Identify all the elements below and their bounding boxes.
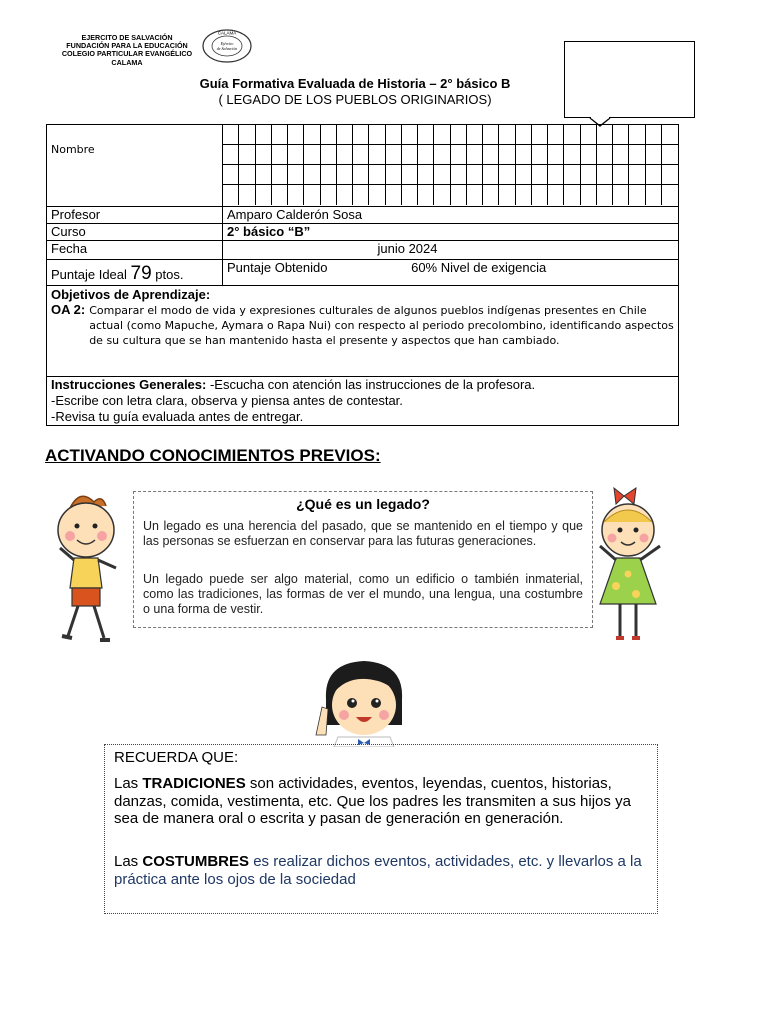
name-grid-cell[interactable]: [581, 125, 597, 145]
instr-title: Instrucciones Generales:: [51, 377, 207, 392]
name-grid-cell[interactable]: [337, 125, 353, 145]
name-grid-cell[interactable]: [369, 185, 385, 205]
curso-value: 2° básico “B”: [227, 224, 311, 239]
name-grid-cell[interactable]: [646, 125, 662, 145]
school-header: [52, 34, 202, 67]
oa-text: Comparar el modo de vida y expresiones culturales de algunos pueblos indígenas presentes en Chile actual (como Mapuche, Aymara o Rapa Nui) con respecto al periodo precolombino, identificando aspectos de su cultura que se han mantenido hasta el presente y aspectos que han cambiado.: [89, 304, 674, 347]
costumbres-term: COSTUMBRES: [142, 853, 250, 870]
name-grid-cell[interactable]: [516, 125, 532, 145]
name-grid-cell[interactable]: [272, 125, 288, 145]
instr-line-1: -Escucha con atención las instrucciones de la profesora.: [206, 377, 536, 392]
name-grid-cell[interactable]: [548, 165, 564, 185]
costumbres-paragraph: Las COSTUMBRES es realizar dichos eventos, actividades, etc. y llevarlos a la práctica ante los ojos de la sociedad: [114, 853, 642, 888]
name-grid-cell[interactable]: [597, 185, 613, 205]
name-grid-cell[interactable]: [402, 145, 418, 165]
name-grid-cell[interactable]: [402, 185, 418, 205]
puntaje-ideal-value: 79: [130, 263, 152, 284]
name-grid-cell[interactable]: [613, 145, 629, 165]
name-grid-cell[interactable]: [564, 145, 580, 165]
name-grid-cell[interactable]: [239, 145, 255, 165]
name-grid-cell[interactable]: [548, 145, 564, 165]
name-grid-cell[interactable]: [353, 125, 369, 145]
name-grid-cell[interactable]: [451, 145, 467, 165]
name-grid-cell[interactable]: [499, 145, 515, 165]
name-grid-cell[interactable]: [386, 185, 402, 205]
name-grid-cell[interactable]: [467, 125, 483, 145]
name-grid-cell[interactable]: [223, 125, 239, 145]
name-grid-cell[interactable]: [483, 165, 499, 185]
name-grid-cell[interactable]: [499, 185, 515, 205]
name-grid-cell[interactable]: [353, 185, 369, 205]
name-grid-cell[interactable]: [272, 145, 288, 165]
name-grid-cell[interactable]: [532, 145, 548, 165]
name-grid-cell[interactable]: [304, 125, 320, 145]
name-grid-cell[interactable]: [353, 165, 369, 185]
name-grid-cell[interactable]: [256, 145, 272, 165]
name-grid-cell[interactable]: [532, 125, 548, 145]
name-grid-cell[interactable]: [434, 145, 450, 165]
profesor-label: Profesor: [51, 207, 101, 222]
student-info-table: [46, 124, 679, 426]
name-grid-cell[interactable]: [597, 145, 613, 165]
name-grid-cell[interactable]: [646, 185, 662, 205]
name-grid-cell[interactable]: [499, 165, 515, 185]
name-grid-cell[interactable]: [629, 145, 645, 165]
name-grid-cell[interactable]: [629, 185, 645, 205]
name-grid-cell[interactable]: [516, 165, 532, 185]
puntaje-ideal-label: Puntaje Ideal: [51, 267, 127, 282]
name-grid-cell[interactable]: [662, 165, 678, 185]
name-grid-cell[interactable]: [386, 145, 402, 165]
name-grid-cell[interactable]: [304, 185, 320, 205]
page-subtitle: ( LEGADO DE LOS PUEBLOS ORIGINARIOS): [218, 92, 492, 107]
name-grid-cell[interactable]: [451, 185, 467, 205]
name-grid-cell[interactable]: [288, 165, 304, 185]
name-grid-cell[interactable]: [321, 145, 337, 165]
fecha-value: junio 2024: [377, 241, 438, 256]
name-grid-cell[interactable]: [402, 165, 418, 185]
page-title: Guía Formativa Evaluada de Historia – 2° básico B: [199, 76, 511, 91]
name-grid-cell[interactable]: [239, 125, 255, 145]
name-grid-cell[interactable]: [434, 125, 450, 145]
section-title: ACTIVANDO CONOCIMIENTOS PREVIOS:: [45, 446, 381, 465]
puntaje-ideal-unit: ptos.: [155, 267, 184, 282]
legado-title: ¿Qué es un legado?: [296, 496, 430, 512]
name-grid-cell[interactable]: [581, 145, 597, 165]
name-grid-cell[interactable]: [483, 145, 499, 165]
name-grid-cell[interactable]: [662, 145, 678, 165]
boy-illustration: [50, 488, 132, 648]
school-line: FUNDACIÓN PARA LA EDUCACIÓN: [66, 41, 188, 51]
svg-text:Ejército: Ejército: [220, 41, 234, 46]
name-grid-cell[interactable]: [337, 185, 353, 205]
name-grid-cell[interactable]: [402, 125, 418, 145]
recuerda-heading: RECUERDA QUE:: [114, 749, 239, 766]
name-grid-cell[interactable]: [613, 185, 629, 205]
name-grid-cell[interactable]: [256, 165, 272, 185]
name-grid-cell[interactable]: [467, 185, 483, 205]
name-grid-cell[interactable]: [337, 165, 353, 185]
name-grid-cell[interactable]: [532, 185, 548, 205]
name-grid-cell[interactable]: [597, 165, 613, 185]
name-grid-cell[interactable]: [516, 185, 532, 205]
instr-line-3: -Revisa tu guía evaluada antes de entregar.: [51, 409, 304, 424]
legado-paragraph-2: Un legado puede ser algo material, como un edificio o también inmaterial, como las tradiciones, las formas de ver el mundo, una lengua, una costumbre o una forma de vestir.: [143, 572, 583, 616]
name-grid-cell[interactable]: [386, 165, 402, 185]
name-grid-cell[interactable]: [613, 125, 629, 145]
puntaje-obtenido-label: Puntaje Obtenido: [227, 260, 328, 275]
profesor-value: Amparo Calderón Sosa: [227, 207, 363, 222]
name-grid-cell[interactable]: [564, 125, 580, 145]
exigencia-text: 60% Nivel de exigencia: [411, 260, 547, 275]
name-grid[interactable]: [223, 125, 678, 205]
name-grid-cell[interactable]: [369, 145, 385, 165]
name-grid-cell[interactable]: [646, 165, 662, 185]
name-grid-cell[interactable]: [272, 185, 288, 205]
school-seal-logo: [201, 28, 253, 64]
name-grid-cell[interactable]: [564, 165, 580, 185]
name-grid-cell[interactable]: [662, 125, 678, 145]
name-grid-cell[interactable]: [467, 145, 483, 165]
instr-line-2: -Escribe con letra clara, observa y piensa antes de contestar.: [51, 393, 403, 408]
name-grid-cell[interactable]: [629, 165, 645, 185]
name-grid-cell[interactable]: [223, 165, 239, 185]
name-grid-cell[interactable]: [369, 165, 385, 185]
name-grid-cell[interactable]: [483, 125, 499, 145]
oa-label: OA 2:: [51, 302, 86, 317]
name-grid-cell[interactable]: [467, 165, 483, 185]
name-grid-cell[interactable]: [418, 185, 434, 205]
tradiciones-term: TRADICIONES: [142, 775, 246, 792]
teacher-girl-illustration: [308, 655, 420, 747]
name-grid-cell[interactable]: [288, 185, 304, 205]
name-grid-cell[interactable]: [434, 185, 450, 205]
girl-illustration: [594, 486, 670, 646]
name-grid-cell[interactable]: [304, 145, 320, 165]
name-grid-cell[interactable]: [304, 165, 320, 185]
recuerda-box: [104, 744, 658, 914]
name-grid-cell[interactable]: [548, 185, 564, 205]
school-line: CALAMA: [111, 57, 143, 67]
name-grid-cell[interactable]: [451, 125, 467, 145]
fecha-label: Fecha: [51, 241, 88, 256]
svg-text:de Salvación: de Salvación: [216, 46, 238, 51]
school-line: EJERCITO DE SALVACIÓN: [81, 33, 173, 42]
name-grid-cell[interactable]: [564, 185, 580, 205]
svg-text:CALAMA: CALAMA: [217, 30, 237, 36]
name-grid-cell[interactable]: [288, 125, 304, 145]
name-grid-cell[interactable]: [516, 145, 532, 165]
school-line: COLEGIO PARTICULAR EVANGÉLICO: [61, 49, 193, 59]
legado-paragraph-1: Un legado es una herencia del pasado, que se mantenido en el tiempo y que las personas se esfuerzan en conservar para las futuras generaciones.: [143, 519, 583, 548]
curso-label: Curso: [51, 224, 86, 239]
tradiciones-paragraph: Las TRADICIONES son actividades, eventos, leyendas, cuentos, historias, danzas, comida, vestimenta, etc. Que los padres les transmiten a sus hijos ya sea de manera oral o escrita y pasan de generación en generación.: [114, 775, 631, 827]
name-grid-cell[interactable]: [629, 125, 645, 145]
name-grid-cell[interactable]: [288, 145, 304, 165]
name-grid-cell[interactable]: [321, 185, 337, 205]
name-grid-cell[interactable]: [418, 125, 434, 145]
name-grid-cell[interactable]: [256, 185, 272, 205]
name-grid-cell[interactable]: [613, 165, 629, 185]
name-grid-cell[interactable]: [597, 125, 613, 145]
name-grid-cell[interactable]: [223, 145, 239, 165]
name-grid-cell[interactable]: [581, 185, 597, 205]
name-grid-cell[interactable]: [369, 125, 385, 145]
name-grid-cell[interactable]: [321, 165, 337, 185]
name-grid-cell[interactable]: [499, 125, 515, 145]
name-grid-cell[interactable]: [337, 145, 353, 165]
name-grid-cell[interactable]: [321, 125, 337, 145]
name-grid-cell[interactable]: [272, 165, 288, 185]
name-grid-cell[interactable]: [581, 165, 597, 185]
name-grid-cell[interactable]: [548, 125, 564, 145]
name-grid-cell[interactable]: [646, 145, 662, 165]
name-grid-cell[interactable]: [662, 185, 678, 205]
nombre-label: Nombre: [51, 143, 95, 156]
name-grid-cell[interactable]: [223, 185, 239, 205]
objetivos-title: Objetivos de Aprendizaje:: [51, 287, 211, 302]
name-grid-cell[interactable]: [239, 165, 255, 185]
name-grid-cell[interactable]: [239, 185, 255, 205]
name-grid-cell[interactable]: [353, 145, 369, 165]
name-grid-cell[interactable]: [483, 185, 499, 205]
name-grid-cell[interactable]: [418, 165, 434, 185]
name-grid-cell[interactable]: [532, 165, 548, 185]
name-grid-cell[interactable]: [434, 165, 450, 185]
name-grid-cell[interactable]: [256, 125, 272, 145]
name-grid-cell[interactable]: [386, 125, 402, 145]
name-grid-cell[interactable]: [418, 145, 434, 165]
name-grid-cell[interactable]: [451, 165, 467, 185]
